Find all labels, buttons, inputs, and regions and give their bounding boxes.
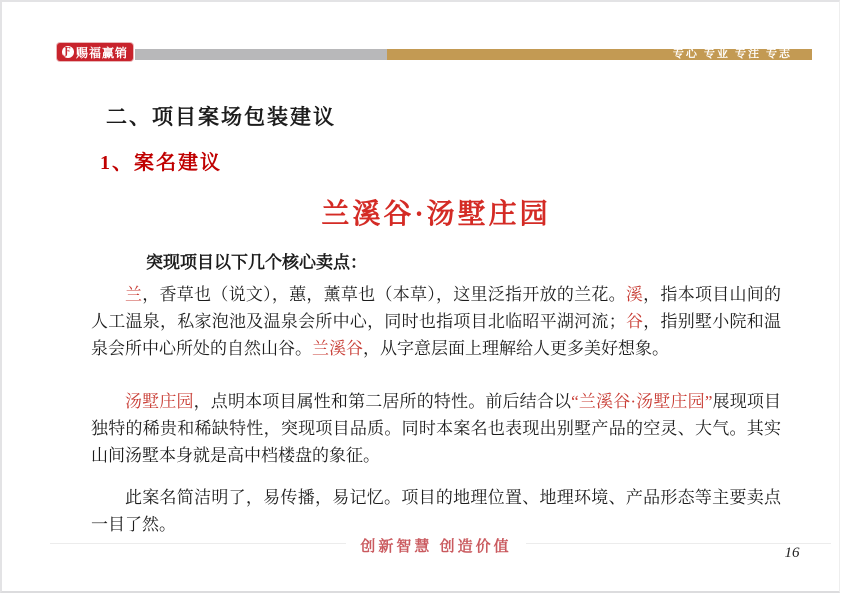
company-logo <box>57 43 133 61</box>
paragraph-2-text <box>91 388 781 469</box>
body-text-segment: ，从字意层面上理解给人更多美好想象。 <box>363 339 669 358</box>
company-logo-icon: Ƒ <box>62 46 74 58</box>
highlight-text: 兰溪谷 <box>312 339 363 358</box>
paragraph-1-text <box>91 281 781 362</box>
paragraph-1 <box>91 281 781 362</box>
body-text-segment: ，指别墅小院和温泉会所中心所处的自然山谷。 <box>91 312 782 358</box>
header-gray-bar <box>135 49 387 60</box>
lead-sentence: 突现项目以下几个核心卖点： <box>146 253 367 272</box>
case-name-title: 兰溪谷·汤墅庄园 <box>321 199 551 230</box>
highlight-text: “兰溪谷·汤墅庄园” <box>571 392 713 411</box>
body-text-segment: ，指本项目山间的人工温泉，私家泡池及温泉会所中心，同时也指项目北临昭平湖河流； <box>91 285 782 331</box>
section-title: 二、项目案场包装建议 <box>106 105 336 129</box>
paragraph-2 <box>91 388 781 469</box>
highlight-text: 汤墅庄园 <box>125 392 194 411</box>
footer-motto <box>92 535 780 556</box>
body-text-segment: 展现项目独特的稀贵和稀缺特性，突现项目品质。同时本案名也表现出别墅产品的空灵、大气。其实山间汤墅本身就是高中档楼盘的象征。 <box>91 392 782 465</box>
header-slogan: 专心 专业 专注 专志 <box>672 48 792 60</box>
body-text-segment: ，香草也（说文），蕙，薰草也（本草），这里泛指开放的兰花。 <box>142 285 626 304</box>
body-text-segment: ，点明本项目属性和第二居所的特性。前后结合以 <box>193 392 572 411</box>
paragraph-3 <box>91 484 781 538</box>
paragraph-3-text <box>91 484 781 538</box>
company-logo-text: 赐福赢销 <box>75 45 128 60</box>
highlight-text: 谷 <box>625 312 644 331</box>
header-gold-bar <box>387 49 812 60</box>
highlight-text: 溪 <box>625 285 644 304</box>
highlight-text: 兰 <box>125 285 143 304</box>
sub-title: 1、案名建议 <box>100 152 222 174</box>
footer-motto-text: 创新智慧 创造价值 <box>346 535 525 556</box>
body-text-segment: 此案名简洁明了，易传播，易记忆。项目的地理位置、地理环境、产品形态等主要卖点一目了然。 <box>91 488 781 534</box>
page-number: 16 <box>784 545 800 561</box>
